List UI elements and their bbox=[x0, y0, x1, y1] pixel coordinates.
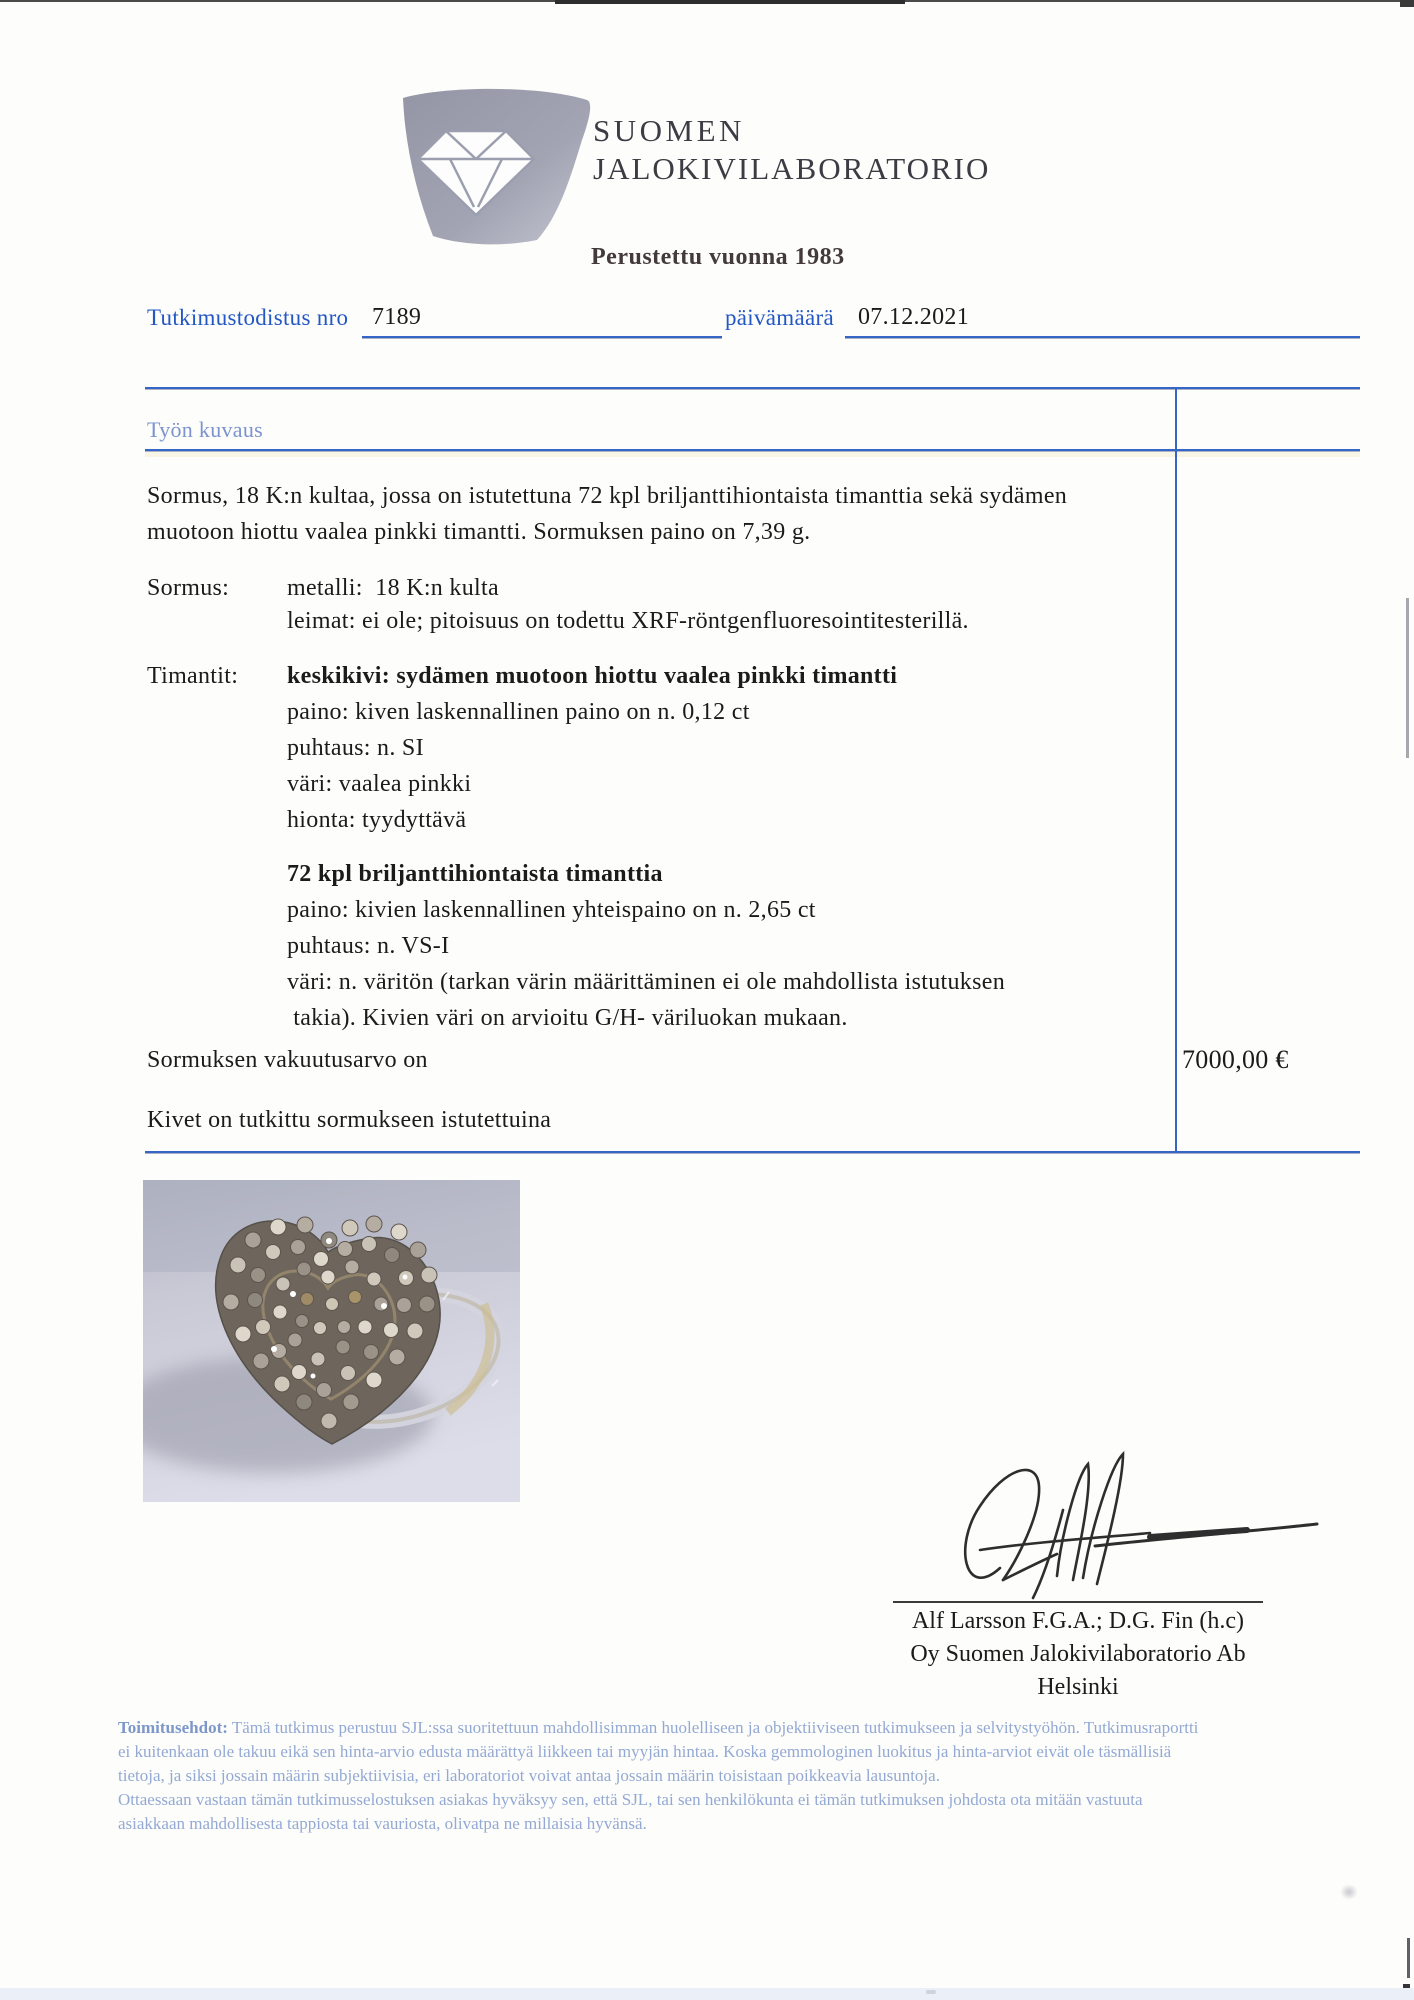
work-description-line2: muotoon hiottu vaalea pinkki timantti. Sormuksen paino on 7,39 g. bbox=[147, 519, 811, 545]
terms-line-1 bbox=[118, 1716, 1198, 1740]
section-top-divider bbox=[145, 387, 1360, 389]
diamonds-center-color: väri: vaalea pinkki bbox=[287, 771, 472, 797]
scan-artifact-smudge bbox=[1340, 1884, 1358, 1900]
logo bbox=[389, 88, 598, 245]
date-underline bbox=[845, 336, 1360, 338]
terms-line-5: asiakkaan mahdollisesta tappiosta tai vauriosta, olivatpa ne millaisia hyvänsä. bbox=[118, 1814, 647, 1833]
work-section-underline bbox=[145, 449, 1360, 451]
value-column-divider bbox=[1175, 387, 1177, 1153]
cert-number-value: 7189 bbox=[372, 304, 422, 330]
scan-artifact-bottom-dot bbox=[926, 1990, 936, 1994]
org-name-line1: SUOMEN bbox=[593, 113, 745, 148]
section-bottom-divider bbox=[145, 1151, 1360, 1153]
diamonds-label: Timantit: bbox=[147, 663, 239, 689]
founded-line: Perustettu vuonna 1983 bbox=[591, 244, 845, 270]
terms-line-1-text: Tämä tutkimus perustuu SJL:ssa suoritettuun mahdollisimman huolelliseen ja objektiiviseen tutkimukseen ja selvitystyöhön. Tutkimusraportti bbox=[227, 1718, 1199, 1737]
work-description-line1: Sormus, 18 K:n kultaa, jossa on istutettuna 72 kpl briljanttihiontaista timanttia sekä sydämen bbox=[147, 483, 1068, 509]
diamonds-side-color-line2: takia). Kivien väri on arvioitu G/H- väriluokan mukaan. bbox=[287, 1005, 848, 1031]
scan-artifact-right-strip bbox=[1406, 598, 1409, 758]
terms-label: Toimitusehdot: bbox=[118, 1718, 228, 1737]
diamonds-side-title: 72 kpl briljanttihiontaista timanttia bbox=[287, 861, 663, 887]
scan-artifact-top-right-corner bbox=[1400, 0, 1414, 7]
diamonds-side-clarity: puhtaus: n. VS-I bbox=[287, 933, 450, 959]
scan-artifact-right-dash bbox=[1407, 1938, 1410, 1978]
date-label: päivämäärä bbox=[725, 305, 834, 330]
ring-photo bbox=[143, 1180, 520, 1502]
diamonds-center-clarity: puhtaus: n. SI bbox=[287, 735, 424, 761]
diamonds-center-title: keskikivi: sydämen muotoon hiottu vaalea pinkki timantti bbox=[287, 663, 898, 689]
org-name-line2: JALOKIVILABORATORIO bbox=[593, 151, 991, 186]
diamonds-side-color-line1: väri: n. väritön (tarkan värin määrittäminen ei ole mahdollista istutuksen bbox=[287, 969, 1005, 995]
ring-label: Sormus: bbox=[147, 575, 230, 601]
logo-banner-shape bbox=[389, 88, 598, 245]
signer-company: Oy Suomen Jalokivilaboratorio Ab bbox=[910, 1641, 1246, 1667]
work-section-label: Työn kuvaus bbox=[147, 417, 264, 442]
cert-number-underline bbox=[362, 336, 722, 338]
terms-line-3: tietoja, ja siksi jossain määrin subjektiivisia, eri laboratoriot voivat antaa jossain määrin toisistaan poikkeavia lausuntoja. bbox=[118, 1766, 940, 1785]
signature-rule bbox=[893, 1601, 1263, 1603]
terms-paragraph bbox=[118, 1716, 1198, 1836]
ring-metal: metalli: 18 K:n kulta bbox=[287, 575, 499, 601]
terms-line-4: Ottaessaan vastaan tämän tutkimusselostuksen asiakas hyväksyy sen, että SJL, tai sen henkilökunta ei tämän tutkimuksen johdosta ota mitään vastuuta bbox=[118, 1790, 1143, 1809]
scan-artifact-top-edge-thick bbox=[555, 0, 905, 4]
valuation-note: Kivet on tutkittu sormukseen istutettuina bbox=[147, 1107, 552, 1133]
scan-artifact-cream-strip bbox=[145, 452, 1360, 457]
valuation-value: 7000,00 € bbox=[1182, 1045, 1289, 1074]
ring-stamps: leimat: ei ole; pitoisuus on todettu XRF-röntgenfluoresointitesterillä. bbox=[287, 608, 969, 634]
cert-number-label: Tutkimustodistus nro bbox=[147, 305, 349, 330]
signer-name: Alf Larsson F.G.A.; D.G. Fin (h.c) bbox=[911, 1608, 1245, 1634]
terms-line-2: ei kuitenkaan ole takuu eikä sen hinta-arvio edusta määrättyä liikkeen tai myyjän hintaa. Koska gemmologinen luokitus ja hinta-arviot eivät ole täsmällisiä bbox=[118, 1742, 1172, 1761]
diamonds-center-cut: hionta: tyydyttävä bbox=[287, 807, 467, 833]
signer-city: Helsinki bbox=[1037, 1674, 1119, 1700]
valuation-label: Sormuksen vakuutusarvo on bbox=[147, 1047, 428, 1073]
org-name bbox=[593, 112, 990, 188]
signature-image bbox=[945, 1448, 1325, 1603]
diamonds-center-weight: paino: kiven laskennallinen paino on n. 0,12 ct bbox=[287, 699, 750, 725]
diamonds-side-weight: paino: kivien laskennallinen yhteispaino on n. 2,65 ct bbox=[287, 897, 816, 923]
date-value: 07.12.2021 bbox=[858, 304, 969, 330]
scan-artifact-bottom-strip bbox=[0, 1988, 1414, 2000]
